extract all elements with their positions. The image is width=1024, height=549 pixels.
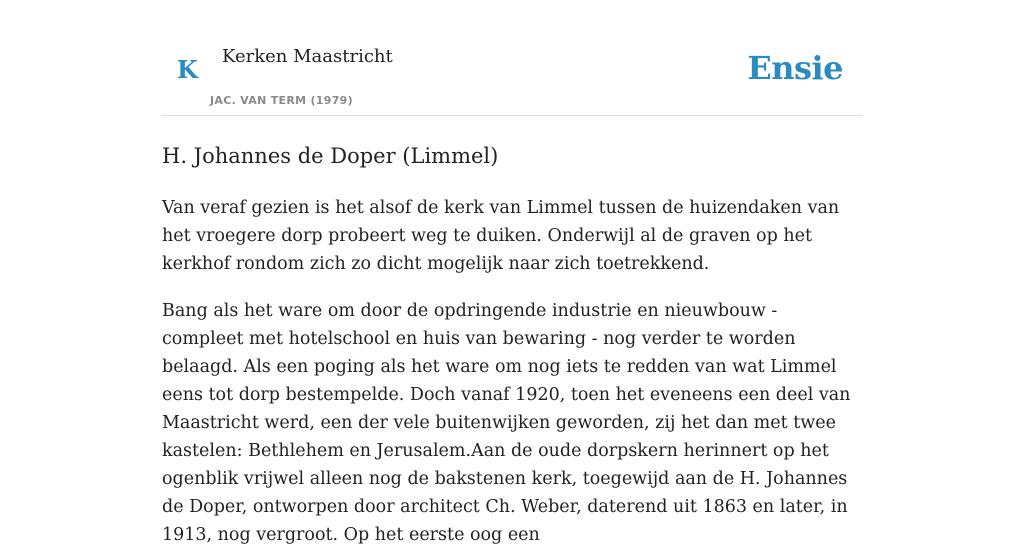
- ensie-logo[interactable]: Ensie: [747, 49, 843, 87]
- article-title: H. Johannes de Doper (Limmel): [162, 144, 499, 168]
- header: [162, 0, 862, 116]
- article-paragraph: Bang als het ware om door de opdringende industrie en nieuwbouw - compleet met hotelschool en huis van bewaring - nog verder te worden belaagd. Als een poging als het ware om nog iets te redden van wat Limmel eens tot dorp bestempelde. Doch vanaf 1920, toen het eveneens een deel van Maastricht werd, een der vele buitenwijken geworden, zij het dan met twee kastelen: Bethlehem en Jerusalem.Aan de oude dorpskern herinnert op het ogenblik vrijwel alleen nog de bakstenen kerk, toegewijd aan de H. Johannes de Doper, ontworpen door architect Ch. Weber, daterend uit 1863 en later, in 1913, nog vergroot. Op het eerste oog een: [162, 301, 851, 545]
- article-paragraph: Van veraf gezien is het alsof de kerk van Limmel tussen de huizendaken van het vroegere dorp probeert weg te duiken. Onderwijl al de graven op het kerkhof rondom zich zo dicht mogelijk naar zich toetrekkend.: [162, 198, 840, 274]
- book-title-link[interactable]: Kerken Maastricht: [222, 46, 393, 67]
- page: [162, 0, 862, 549]
- book-logo-letter[interactable]: K: [177, 55, 198, 84]
- book-author: JAC. VAN TERM (1979): [210, 94, 353, 107]
